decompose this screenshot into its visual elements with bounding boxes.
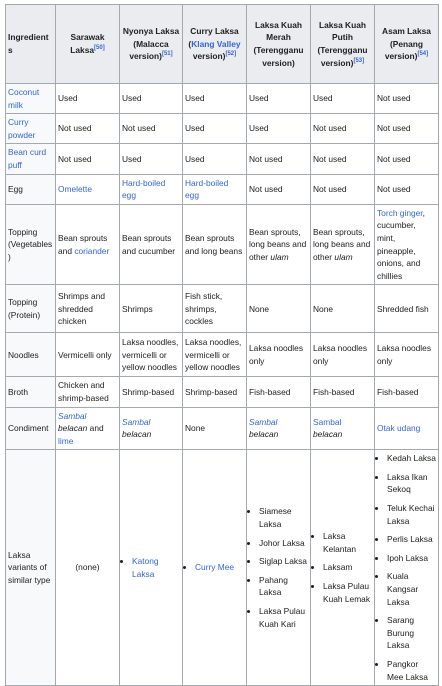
variant-list-item[interactable] <box>132 555 180 580</box>
laksa-comparison-table <box>5 4 439 686</box>
cell <box>120 450 183 686</box>
cell: None <box>183 407 247 450</box>
header-nyonya-laksa <box>120 5 183 84</box>
cell <box>311 407 375 450</box>
belacan-text: belacan <box>122 429 152 440</box>
cell: Not used <box>375 114 439 144</box>
cell <box>375 407 439 450</box>
cell: Fish-based <box>375 377 439 407</box>
ref-54-link[interactable]: [54] <box>417 51 429 58</box>
row-coconut-milk <box>6 84 439 114</box>
header-curry-pre: Curry Laksa ( <box>188 26 239 49</box>
cell: Shrimp-based <box>120 377 183 407</box>
cell: Not used <box>247 174 311 204</box>
row-curry-powder <box>6 114 439 144</box>
row-broth <box>6 377 439 407</box>
cell: Bean sprouts and long beans <box>183 204 247 285</box>
cell: Used <box>311 84 375 114</box>
belacan-text: belacan <box>249 429 279 440</box>
sambal-link[interactable]: Sambal <box>313 416 342 427</box>
cell: Laksa noodles, vermicelli or yellow noodles <box>183 333 247 377</box>
sambal-link[interactable] <box>58 411 86 421</box>
cell <box>311 450 375 686</box>
cell: Shrimp-based <box>183 377 247 407</box>
cell: Used <box>247 84 311 114</box>
variant-list <box>122 555 180 580</box>
header-curry-post: version) <box>192 51 226 62</box>
cell: Not used <box>375 174 439 204</box>
row-label-egg: Egg <box>6 174 56 204</box>
variant-list <box>249 505 308 630</box>
variant-list-item: • Perlis Laksa <box>387 533 436 546</box>
cell: Not used <box>120 114 183 144</box>
variant-list-item: • Laksa Pulau Kuah Kari <box>259 605 308 630</box>
otak-udang-link[interactable]: Otak udang <box>377 423 421 434</box>
cell <box>311 204 375 285</box>
sambal-link[interactable] <box>249 417 277 427</box>
cell-text: Bean sprouts and <box>58 232 108 256</box>
header-laksa-kuah-putih <box>311 5 375 84</box>
cell: Fish stick, shrimps, cockles <box>183 285 247 333</box>
row-condiment <box>6 407 439 450</box>
sambal-text: Sambal <box>249 416 278 427</box>
bean-curd-puff-link[interactable]: Bean curd puff <box>8 147 47 170</box>
cell <box>56 407 120 450</box>
row-label-coconut-milk <box>6 84 56 114</box>
row-label-curry-powder <box>6 114 56 144</box>
variant-list-item: • Laksa Pulau Kuah Lemak <box>323 580 372 605</box>
cell: Laksa noodles only <box>375 333 439 377</box>
row-topping-protein <box>6 285 439 333</box>
variant-list-item: • Johor Laksa <box>259 537 308 550</box>
cell: (none) <box>56 450 120 686</box>
variant-list-item: • Teluk Kechai Laksa <box>387 502 436 527</box>
cell: Bean sprouts and cucumber <box>120 204 183 285</box>
variant-list-item: • Laksa Kelantan <box>323 530 372 555</box>
cell: Used <box>120 144 183 174</box>
variant-list-item: • Laksa Ikan Sekoq <box>387 471 436 496</box>
variant-list-item: • Laksam <box>323 561 372 574</box>
cell: Fish-based <box>247 377 311 407</box>
cell <box>183 450 247 686</box>
row-laksa-variants <box>6 450 439 686</box>
hard-boiled-egg-link[interactable]: Hard-boiled egg <box>122 177 166 201</box>
cell: Laksa noodles only <box>311 333 375 377</box>
cell: Used <box>56 84 120 114</box>
cell: Not used <box>311 174 375 204</box>
cell <box>375 204 439 285</box>
row-label-bean-curd-puff <box>6 144 56 174</box>
coriander-link[interactable]: coriander <box>74 245 110 256</box>
ref-52-link[interactable]: [52] <box>225 51 237 58</box>
cell: Used <box>183 144 247 174</box>
variant-link[interactable]: Curry Mee <box>195 562 235 573</box>
cell: Not used <box>56 144 120 174</box>
cell <box>120 174 183 204</box>
header-putih-text: Laksa Kuah Putih (Terengganu version) <box>317 19 368 68</box>
header-sarawak-text: Sarawak Laksa <box>70 32 105 55</box>
sambal-link[interactable] <box>122 417 150 427</box>
cell: Used <box>183 114 247 144</box>
cell: Vermicelli only <box>56 333 120 377</box>
cell: Used <box>247 114 311 144</box>
row-label-broth: Broth <box>6 377 56 407</box>
cell: Not used <box>375 84 439 114</box>
header-asam-text: Asam Laksa (Penang version) <box>382 26 431 62</box>
cell: Shrimps <box>120 285 183 333</box>
cell: None <box>247 285 311 333</box>
cell-text: Bean sprouts, long beans and other <box>249 226 307 262</box>
cell: Fish-based <box>311 377 375 407</box>
cell: Not used <box>311 114 375 144</box>
variant-list-item: • Kedah Laksa <box>387 452 436 465</box>
ref-51-link[interactable]: [51] <box>161 51 173 58</box>
omelette-link[interactable]: Omelette <box>58 183 92 194</box>
variant-list-item: • Pahang Laksa <box>259 574 308 599</box>
lime-link[interactable]: lime <box>58 435 74 446</box>
row-egg <box>6 174 439 204</box>
coconut-milk-link[interactable]: Coconut milk <box>8 87 40 110</box>
cell <box>375 450 439 686</box>
cell: Used <box>183 84 247 114</box>
header-sarawak-laksa <box>56 5 120 84</box>
row-topping-vegetables <box>6 204 439 285</box>
header-row <box>6 5 439 84</box>
cell <box>247 204 311 285</box>
cell: Shredded fish <box>375 285 439 333</box>
variant-list <box>377 452 436 683</box>
row-label-topping-protein: Topping (Protein) <box>6 285 56 333</box>
cell: None <box>311 285 375 333</box>
cell <box>183 174 247 204</box>
cell <box>120 407 183 450</box>
row-label-noodles: Noodles <box>6 333 56 377</box>
cell: Used <box>120 84 183 114</box>
variant-list <box>185 561 244 574</box>
cell: Not used <box>311 144 375 174</box>
cell <box>247 407 311 450</box>
variant-list-item: • Pangkor Mee Laksa <box>387 658 436 683</box>
variant-list-item[interactable] <box>195 561 244 574</box>
row-noodles <box>6 333 439 377</box>
variant-list-item: • Sarang Burung Laksa <box>387 614 436 652</box>
belacan-text: belacan <box>313 429 343 440</box>
cell: Laksa noodles only <box>247 333 311 377</box>
cell <box>56 174 120 204</box>
cell: Not used <box>375 144 439 174</box>
cell: Chicken and shrimp-based <box>56 377 120 407</box>
sambal-text: Sambal <box>58 410 87 421</box>
cell: Not used <box>247 144 311 174</box>
klang-valley-link[interactable]: Klang Valley <box>191 38 241 49</box>
cell <box>56 204 120 285</box>
cell-text: and <box>87 423 104 434</box>
header-curry-laksa <box>183 5 247 84</box>
cell: Laksa noodles, vermicelli or yellow noodles <box>120 333 183 377</box>
variant-list-item: • Siamese Laksa <box>259 505 308 530</box>
cell <box>247 450 311 686</box>
ref-50-link[interactable]: [50] <box>94 45 105 52</box>
row-label-laksa-variants: Laksa variants of similar type <box>6 450 56 686</box>
row-bean-curd-puff <box>6 144 439 174</box>
header-ingredients: Ingredients <box>6 5 56 84</box>
torch-ginger-link[interactable]: Torch ginger <box>377 207 423 218</box>
header-asam-laksa <box>375 5 439 84</box>
hard-boiled-egg-link[interactable]: Hard-boiled egg <box>185 177 229 201</box>
header-laksa-kuah-merah: Laksa Kuah Merah (Terengganu version) <box>247 5 311 84</box>
curry-powder-link[interactable]: Curry powder <box>8 117 36 140</box>
row-label-condiment: Condiment <box>6 407 56 450</box>
row-label-topping-vegetables: Topping (Vegetables) <box>6 204 56 285</box>
variant-list-item: • Ipoh Laksa <box>387 552 436 565</box>
sambal-text: Sambal <box>122 416 151 427</box>
variant-list-item: • Siglap Laksa <box>259 555 308 568</box>
cell-text: , cucumber, mint, pineapple, onions, and chillies <box>377 207 425 281</box>
cell: Shrimps and shredded chicken <box>56 285 120 333</box>
belacan-text: belacan <box>58 423 88 434</box>
cell: Not used <box>56 114 120 144</box>
ulam-text: ulam <box>270 251 289 262</box>
variant-list <box>313 530 372 605</box>
ref-53-link[interactable]: [53] <box>353 57 365 64</box>
variant-list-item: • Kuala Kangsar Laksa <box>387 570 436 608</box>
ulam-text: ulam <box>334 251 353 262</box>
variant-link[interactable]: Katong Laksa <box>132 556 159 579</box>
header-nyonya-text: Nyonya Laksa (Malacca version) <box>122 26 180 62</box>
cell-text: Bean sprouts, long beans and other <box>313 226 371 262</box>
